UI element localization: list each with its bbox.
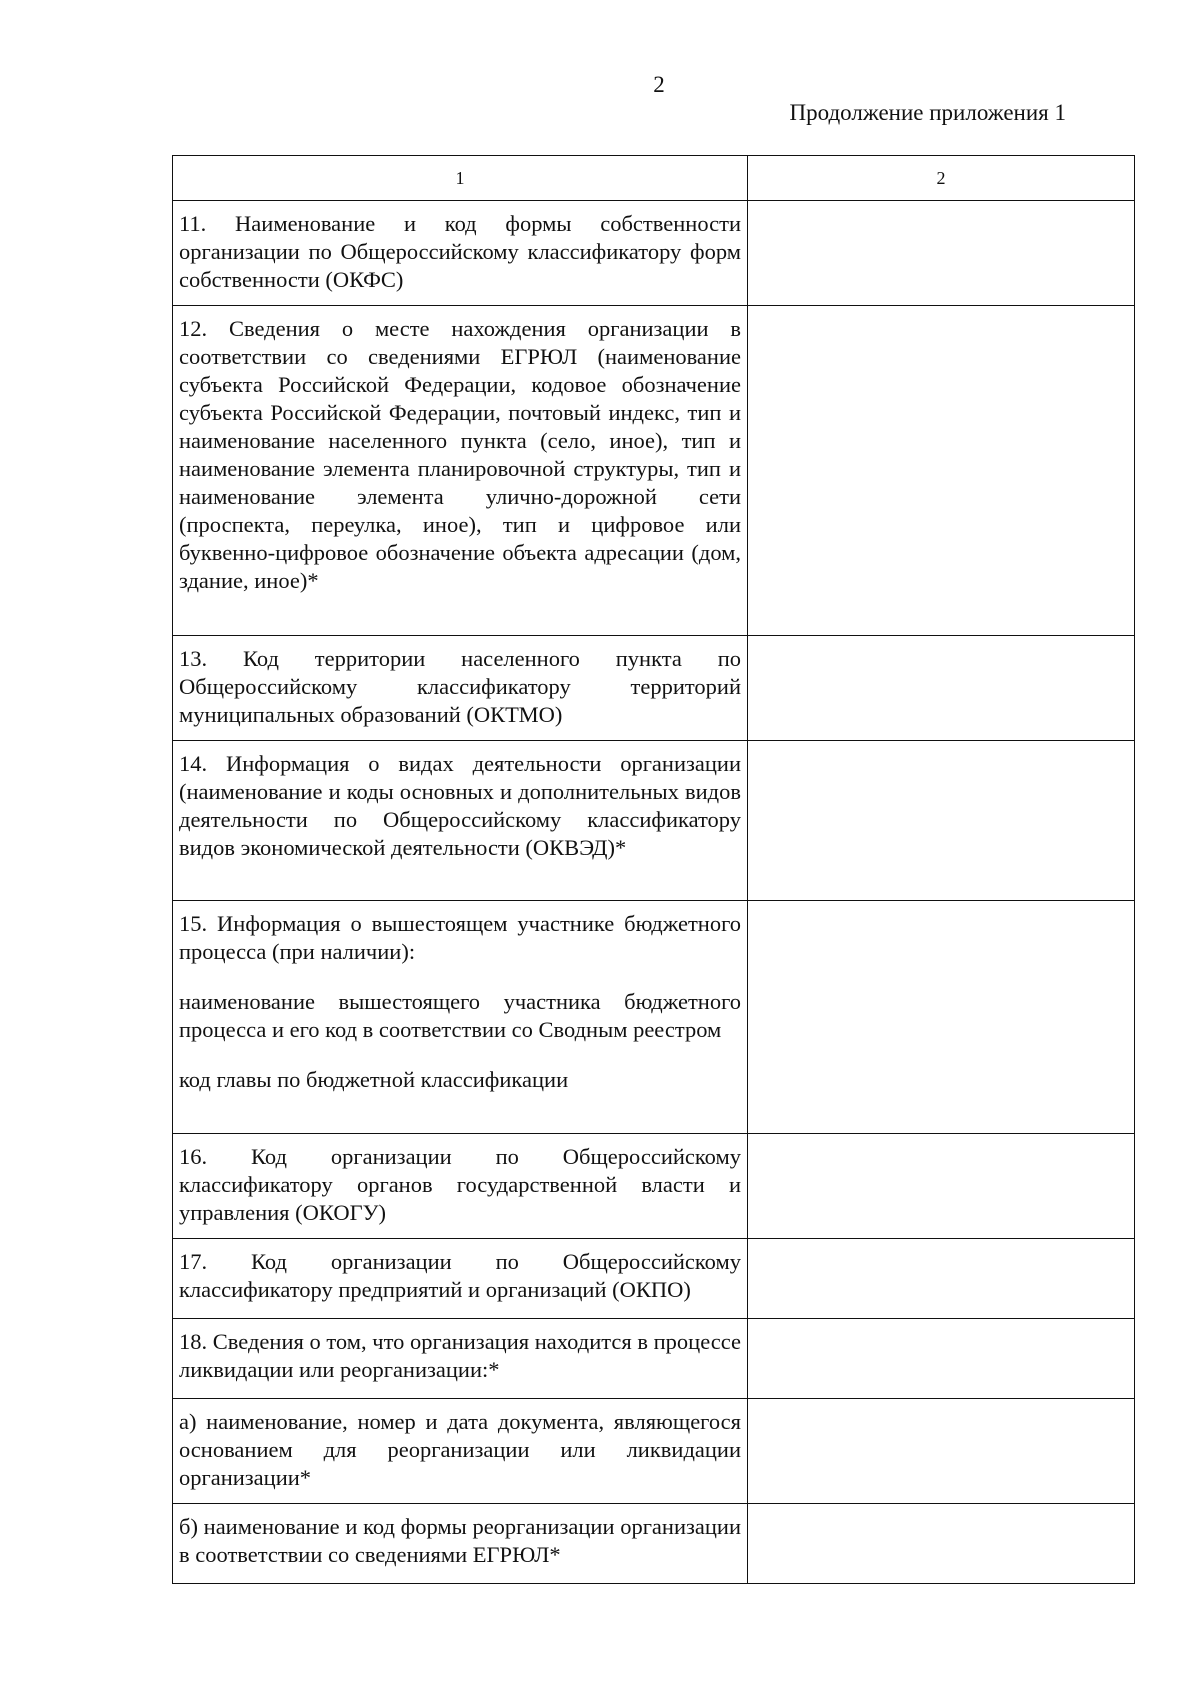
row-paragraph: код главы по бюджетной классификации [179,1067,569,1092]
row-value-cell [748,901,1135,1134]
table-row [173,201,1135,306]
row-description-cell [173,1399,748,1504]
row-description [173,901,747,1100]
row-paragraph: 11. Наименование и код формы собственности организации по Общероссийскому классификатору форм собственности (ОКФС) [179,211,741,292]
table-row [173,1134,1135,1239]
row-value-cell [748,1319,1135,1399]
table-body [173,201,1135,1584]
row-paragraph: 16. Код организации по Общероссийскому классификатору органов государственной власти и управления (ОКОГУ) [179,1144,741,1225]
row-description [173,201,747,300]
row-value-cell [748,201,1135,306]
column-header-2: 2 [748,156,1135,201]
row-paragraph: 13. Код территории населенного пункта по Общероссийскому классификатору территорий муниципальных образований (ОКТМО) [179,646,741,727]
table-row [173,1319,1135,1399]
row-paragraph: 12. Сведения о месте нахождения организации в соответствии со сведениями ЕГРЮЛ (наименование субъекта Российской Федерации, кодовое обозначение субъекта Российской Федерации, почтовый индекс, тип и наименование населенного пункта (село, иное), тип и наименование элемента планировочной структуры, тип и наименование элемента улично-дорожной сети (проспекта, переулка, иное), тип и цифровое или буквенно-цифровое обозначение объекта адресации (дом, здание, иное)* [179,316,741,593]
table-row [173,741,1135,901]
row-description [173,741,747,868]
row-description-cell [173,1134,748,1239]
row-paragraph: а) наименование, номер и дата документа, являющегося основанием для реорганизации или ликвидации организации* [179,1409,741,1490]
column-header-1: 1 [173,156,748,201]
row-paragraph: 17. Код организации по Общероссийскому классификатору предприятий и организаций (ОКПО) [179,1249,741,1302]
row-value-cell [748,636,1135,741]
row-description [173,306,747,601]
row-description-cell [173,1319,748,1399]
row-value-cell [748,1134,1135,1239]
row-value-cell [748,1399,1135,1504]
form-table [172,155,1135,1584]
row-description [173,1319,747,1390]
row-description [173,1504,747,1575]
row-value-cell [748,741,1135,901]
table-row [173,636,1135,741]
row-value-cell [748,1504,1135,1584]
row-paragraph: наименование вышестоящего участника бюджетного процесса и его код в соответствии со Сводным реестром [179,989,741,1042]
row-paragraph: б) наименование и код формы реорганизации организации в соответствии со сведениями ЕГРЮЛ* [179,1514,741,1567]
page-number: 2 [653,72,665,97]
table-row [173,1239,1135,1319]
row-description-cell [173,1504,748,1584]
row-paragraph: 14. Информация о видах деятельности организации (наименование и коды основных и дополнительных видов деятельности по Общероссийскому классификатору видов экономической деятельности (ОКВЭД)* [179,751,741,860]
row-description [173,1399,747,1498]
row-description-cell [173,1239,748,1319]
table-header-row [173,156,1135,201]
row-description-cell [173,636,748,741]
row-description [173,636,747,735]
table-row [173,1504,1135,1584]
row-description-cell [173,741,748,901]
row-description [173,1134,747,1233]
table-row [173,901,1135,1134]
table-row [173,306,1135,636]
continuation-label: Продолжение приложения 1 [789,100,1066,125]
row-paragraph: 15. Информация о вышестоящем участнике бюджетного процесса (при наличии): [179,911,741,964]
row-description-cell [173,901,748,1134]
row-description-cell [173,306,748,636]
row-description [173,1239,747,1310]
row-description-cell [173,201,748,306]
row-paragraph: 18. Сведения о том, что организация находится в процессе ликвидации или реорганизации:* [179,1329,741,1382]
row-value-cell [748,306,1135,636]
table-row [173,1399,1135,1504]
row-value-cell [748,1239,1135,1319]
